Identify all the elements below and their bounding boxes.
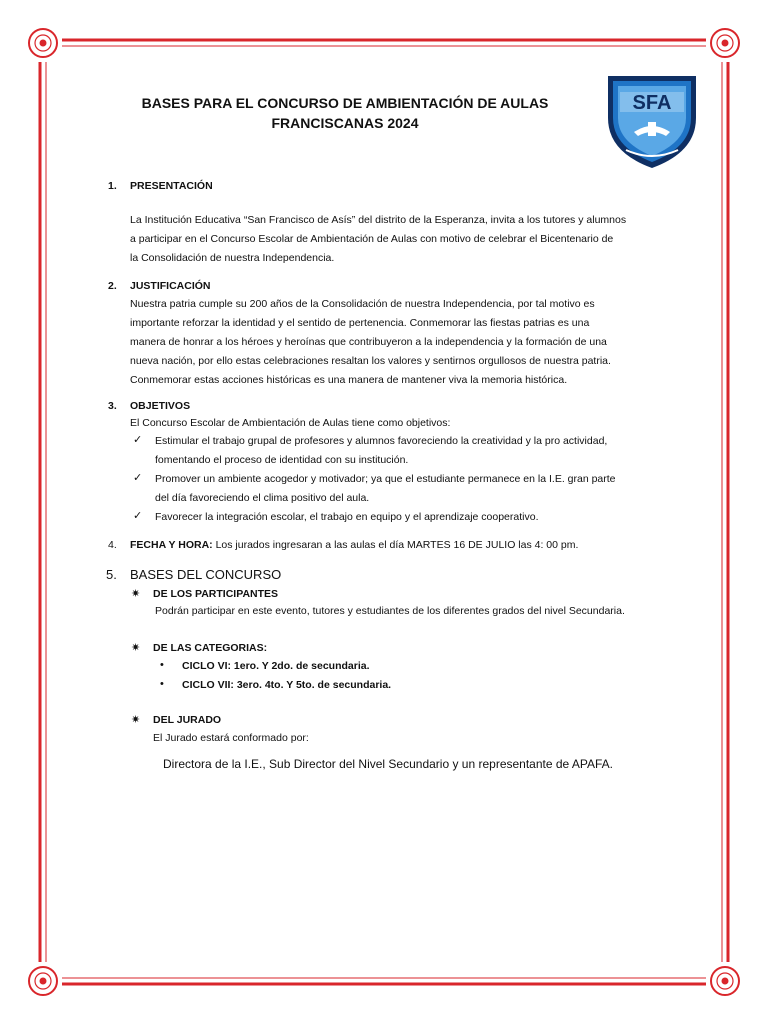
check-icon: ✓	[133, 472, 143, 484]
title-line-2: FRANCISCANAS 2024	[271, 115, 419, 131]
section-1-heading: PRESENTACIÓN	[130, 180, 213, 192]
section-2-line: Conmemorar estas acciones históricas es una manera de mantener viva la memoria histórica.	[130, 374, 568, 386]
section-2-paragraph	[130, 295, 670, 390]
section-1-number: 1.	[108, 180, 117, 192]
section-1-line: a participar en el Concurso Escolar de Ambientación de Aulas con motivo de celebrar el Bicentenario de	[130, 233, 614, 245]
section-4-text: Los jurados ingresaran a las aulas el día MARTES 16 DE JULIO las 4: 00 pm.	[212, 539, 579, 551]
objective-line: Favorecer la integración escolar, el trabajo en equipo y el aprendizaje cooperativo.	[155, 511, 539, 523]
objective-line: Promover un ambiente acogedor y motivador; ya que el estudiante permanece en la I.E. gran parte	[155, 473, 616, 485]
participantes-heading: DE LOS PARTICIPANTES	[153, 588, 279, 600]
document-title	[110, 93, 580, 133]
categoria-item: CICLO VII: 3ero. 4to. Y 5to. de secundaria.	[182, 679, 392, 691]
objective-item	[155, 508, 675, 527]
section-2-line: nueva nación, por ello estas celebraciones resaltan los valores y sentirnos orgullosos de nuestra patria.	[130, 355, 611, 367]
section-2-line: Nuestra patria cumple su 200 años de la Consolidación de nuestra Independencia, por tal motivo es	[130, 298, 595, 310]
section-4-line	[130, 536, 690, 555]
section-2-line: importante reforzar la identidad y el sentido de pertenencia. Conmemorar las fiestas patrias es una	[130, 317, 590, 329]
objective-line: Estimular el trabajo grupal de profesores y alumnos favoreciendo la creatividad y la pro actividad,	[155, 435, 608, 447]
section-2-heading: JUSTIFICACIÓN	[130, 280, 211, 292]
section-3-intro: El Concurso Escolar de Ambientación de Aulas tiene como objetivos:	[130, 417, 451, 429]
section-1-line: La Institución Educativa “San Francisco de Asís” del distrito de la Esperanza, invita a los tutores y alumnos	[130, 214, 627, 226]
section-2-line: manera de honrar a los héroes y heroínas que contribuyeron a la independencia y la formación de una	[130, 336, 607, 348]
objective-line: del día favoreciendo el clima positivo del aula.	[155, 492, 370, 504]
star-bullet-icon: ✷	[131, 642, 141, 654]
section-4-label: FECHA Y HORA:	[130, 539, 213, 551]
section-5-number: 5.	[106, 567, 117, 582]
section-5-heading: BASES DEL CONCURSO	[130, 567, 282, 582]
participantes-text: Podrán participar en este evento, tutores y estudiantes de los diferentes grados del nivel Secundaria.	[155, 605, 625, 617]
check-icon: ✓	[133, 434, 143, 446]
section-4-number: 4.	[108, 539, 117, 551]
section-3-number: 3.	[108, 400, 117, 412]
section-3-heading: OBJETIVOS	[130, 400, 191, 412]
star-bullet-icon: ✷	[131, 588, 141, 600]
logo-letters: SFA	[632, 92, 672, 114]
section-2-number: 2.	[108, 280, 117, 292]
jurado-intro: El Jurado estará conformado por:	[153, 732, 309, 744]
section-1-paragraph	[130, 211, 670, 268]
jurado-members: Directora de la I.E., Sub Director del Nivel Secundario y un representante de APAFA.	[163, 757, 614, 771]
star-bullet-icon: ✷	[131, 714, 141, 726]
objective-line: fomentando el proceso de identidad con su institución.	[155, 454, 409, 466]
bullet-icon: •	[160, 659, 164, 671]
section-1-line: la Consolidación de nuestra Independencia.	[130, 252, 335, 264]
objective-item	[155, 432, 675, 470]
objective-item	[155, 470, 675, 508]
title-line-1: BASES PARA EL CONCURSO DE AMBIENTACIÓN DE AULAS	[141, 95, 549, 111]
categoria-item: CICLO VI: 1ero. Y 2do. de secundaria.	[182, 660, 370, 672]
jurado-heading: DEL JURADO	[153, 714, 222, 726]
school-crest-logo	[604, 70, 700, 170]
check-icon: ✓	[133, 510, 143, 522]
bullet-icon: •	[160, 678, 164, 690]
categorias-heading: DE LAS CATEGORIAS:	[153, 642, 268, 654]
